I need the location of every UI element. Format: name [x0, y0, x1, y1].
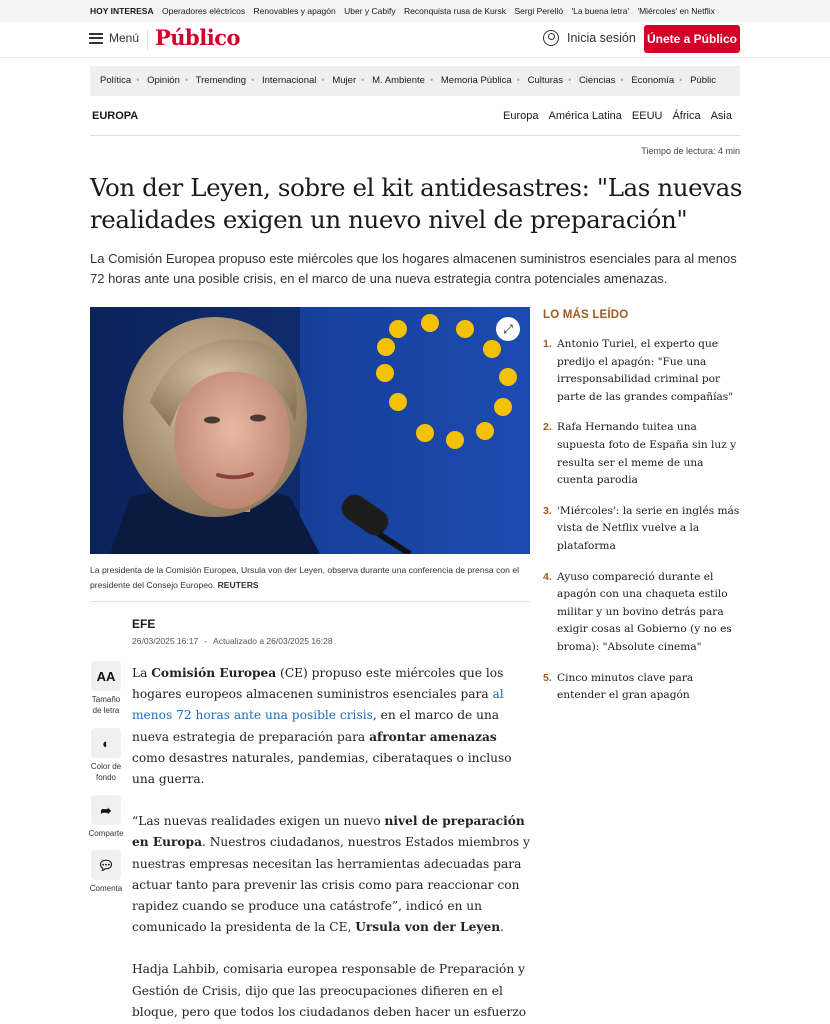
- most-read-list: [543, 336, 743, 705]
- region-link[interactable]: EEUU: [631, 110, 663, 122]
- font-size-tool[interactable]: [87, 661, 125, 716]
- trending-link[interactable]: Uber y Cabify: [344, 6, 396, 16]
- font-size-label: Tamaño de letra: [91, 695, 121, 715]
- most-read-title[interactable]: 'Miércoles': la serie en inglés más vista de Netflix vuelve a la plataforma: [557, 504, 740, 552]
- dates-separator: -: [204, 636, 208, 646]
- menu-button[interactable]: [89, 31, 139, 45]
- header-divider: [147, 30, 148, 50]
- trending-bar: [0, 0, 830, 22]
- background-color-tool[interactable]: [87, 728, 125, 783]
- nav-separator: •: [136, 75, 140, 86]
- nav-item[interactable]: Política: [100, 75, 132, 86]
- site-header: [0, 22, 830, 58]
- most-read-item[interactable]: [543, 336, 743, 406]
- bold-text: nivel de preparación en Europa: [132, 814, 525, 850]
- item-number: 1.: [543, 338, 552, 350]
- nav-separator: •: [429, 75, 434, 86]
- divider: [90, 601, 530, 602]
- nav-separator: •: [184, 75, 189, 86]
- item-number: 5.: [543, 671, 552, 684]
- item-number: 2.: [543, 421, 552, 434]
- join-button[interactable]: Únete a Público: [644, 25, 740, 53]
- expand-icon[interactable]: ⤢: [496, 317, 520, 341]
- user-icon: [543, 30, 559, 46]
- background-color-label: Color de fondo: [90, 762, 122, 782]
- text-run: La: [132, 666, 152, 680]
- text-run: .: [500, 920, 504, 935]
- paragraph: [132, 663, 532, 790]
- bold-text: Ursula von der Leyen: [355, 920, 501, 935]
- nav-item[interactable]: Opinión: [147, 75, 180, 86]
- text-run: “Las nuevas realidades exigen un nuevo: [132, 814, 385, 829]
- comment-icon: 💬︎: [91, 850, 121, 880]
- nav-separator: •: [251, 75, 255, 86]
- nav-item[interactable]: Ciencias: [578, 75, 616, 86]
- comment-tool[interactable]: [87, 850, 125, 894]
- paragraph: Hadja Lahbib, comisaria europea responsable de Preparación y Gestión de Crisis, dijo que las preocupaciones difieren en el bloque, pero que todos los ciudadanos deben hacer un esfuerzo: [132, 962, 527, 1019]
- nav-separator: •: [679, 75, 683, 86]
- nav-item[interactable]: Tremending: [195, 75, 247, 86]
- article-title: Von der Leyen, sobre el kit antidesastres: "Las nuevas realidades exigen un nuevo nivel de preparación": [90, 173, 743, 234]
- most-read-item[interactable]: [543, 419, 743, 489]
- nav-item[interactable]: Culturas: [527, 75, 563, 86]
- bold-text: afrontar amenazas: [369, 729, 497, 744]
- share-label: Comparte: [88, 829, 124, 838]
- menu-label: Menú: [109, 31, 140, 45]
- font-size-icon: AA: [91, 661, 121, 691]
- most-read-title[interactable]: Ayuso compareció durante el apagón con una chaqueta estilo militar y un bovino detrás para exigir cosas al Gobierno (y no es broma): "Absolute cinema": [557, 570, 732, 653]
- caption-credit: REUTERS: [217, 580, 259, 590]
- most-read-heading: LO MÁS LEÍDO: [543, 309, 629, 321]
- most-read-title[interactable]: Rafa Hernando tuitea una supuesta foto de España sin luz y resulta ser el meme de una cuenta parodia: [557, 421, 737, 487]
- site-logo[interactable]: Público: [155, 25, 240, 50]
- text-run: como desastres naturales, pandemias, ciberataques o incluso una guerra.: [132, 750, 512, 787]
- section-nav: [90, 66, 740, 96]
- share-tool[interactable]: [87, 795, 125, 839]
- photo-illustration: [90, 307, 530, 554]
- hamburger-icon: [89, 33, 103, 44]
- region-link[interactable]: América Latina: [548, 110, 622, 122]
- updated-date: Actualizado a 26/03/2025 16:28: [213, 636, 333, 646]
- trending-label: HOY INTERESA: [90, 6, 154, 16]
- text-run: , en el marco de una nueva estrategia de preparación para: [132, 708, 500, 744]
- trending-link[interactable]: 'Miércoles' en Netflix: [637, 6, 715, 16]
- most-read-title[interactable]: Antonio Turiel, el experto que predijo el apagón: "Fue una irresponsabilidad criminal por parte de las grandes compañías": [557, 338, 734, 403]
- nav-separator: •: [516, 75, 520, 86]
- text-run: (CE) propuso este miércoles que los hogares europeos almacenen suministros esenciales para: [132, 666, 504, 702]
- trending-link[interactable]: Operadores eléctricos: [161, 6, 246, 16]
- most-read: [543, 309, 743, 718]
- caption-text: La presidenta de la Comisión Europea, Ursula von der Leyen, observa durante una conferencia de prensa con el presidente del Consejo Europeo.: [90, 565, 520, 590]
- nav-separator: •: [620, 75, 624, 86]
- photo-caption: [90, 563, 530, 593]
- nav-separator: •: [321, 75, 325, 86]
- most-read-item[interactable]: [543, 670, 743, 705]
- bold-text: Comisión Europea: [151, 666, 277, 680]
- item-number: 3.: [543, 504, 552, 517]
- nav-item[interactable]: Públic: [690, 75, 716, 86]
- login-button[interactable]: [543, 30, 636, 46]
- trending-link[interactable]: Sergi Perelló: [514, 6, 564, 16]
- article-body: [132, 663, 532, 1024]
- trending-link[interactable]: Renovables y apagón: [253, 6, 336, 16]
- nav-item[interactable]: Memoria Pública: [440, 75, 512, 86]
- item-number: 4.: [543, 570, 552, 583]
- region-link[interactable]: África: [672, 110, 701, 122]
- published-date: 26/03/2025 16:17: [132, 636, 199, 646]
- contrast-icon: ◐: [91, 728, 121, 758]
- inline-link[interactable]: al menos 72 horas ante una posible crisis: [132, 687, 504, 723]
- region-bar: [90, 106, 740, 136]
- article-author[interactable]: EFE: [132, 617, 156, 631]
- text-run: . Nuestros ciudadanos, nuestros Estados miembros y nuestras empresas necesitan las herramientas adecuadas para actuar tanto para prevenir las crisis como para reaccionar con rapidez cuando se produce una catástrofe”, indicó en un comunicado la presidenta de la CE,: [132, 835, 530, 935]
- article-photo: [90, 307, 530, 554]
- nav-separator: •: [567, 75, 572, 86]
- reading-time: Tiempo de lectura: 4 min: [641, 146, 740, 156]
- trending-link[interactable]: 'La buena letra': [571, 6, 630, 16]
- region-link[interactable]: Asia: [710, 110, 732, 122]
- nav-item[interactable]: Economía: [631, 75, 675, 86]
- section-label[interactable]: EUROPA: [92, 110, 139, 122]
- nav-item[interactable]: M. Ambiente: [372, 75, 425, 86]
- region-link[interactable]: Europa: [503, 110, 539, 122]
- nav-item[interactable]: Internacional: [261, 75, 317, 86]
- share-icon: ➦: [91, 795, 121, 825]
- most-read-item[interactable]: [543, 503, 743, 556]
- comment-label: Comenta: [89, 884, 123, 893]
- article-subtitle: La Comisión Europea propuso este miércoles que los hogares almacenen suministros esenciales para al menos 72 horas ante una posible crisis, en el marco de una nueva estrategia contra potenciales amenazas.: [90, 251, 737, 286]
- nav-separator: •: [361, 75, 365, 86]
- most-read-title[interactable]: Cinco minutos clave para entender el gran apagón: [557, 671, 694, 702]
- login-label: Inicia sesión: [567, 31, 636, 45]
- most-read-item[interactable]: [543, 569, 743, 657]
- nav-item[interactable]: Mujer: [332, 75, 357, 86]
- article-dates: [132, 636, 333, 646]
- trending-link[interactable]: Reconquista rusa de Kursk: [404, 6, 507, 16]
- region-links: [503, 110, 732, 122]
- paragraph: [132, 811, 532, 938]
